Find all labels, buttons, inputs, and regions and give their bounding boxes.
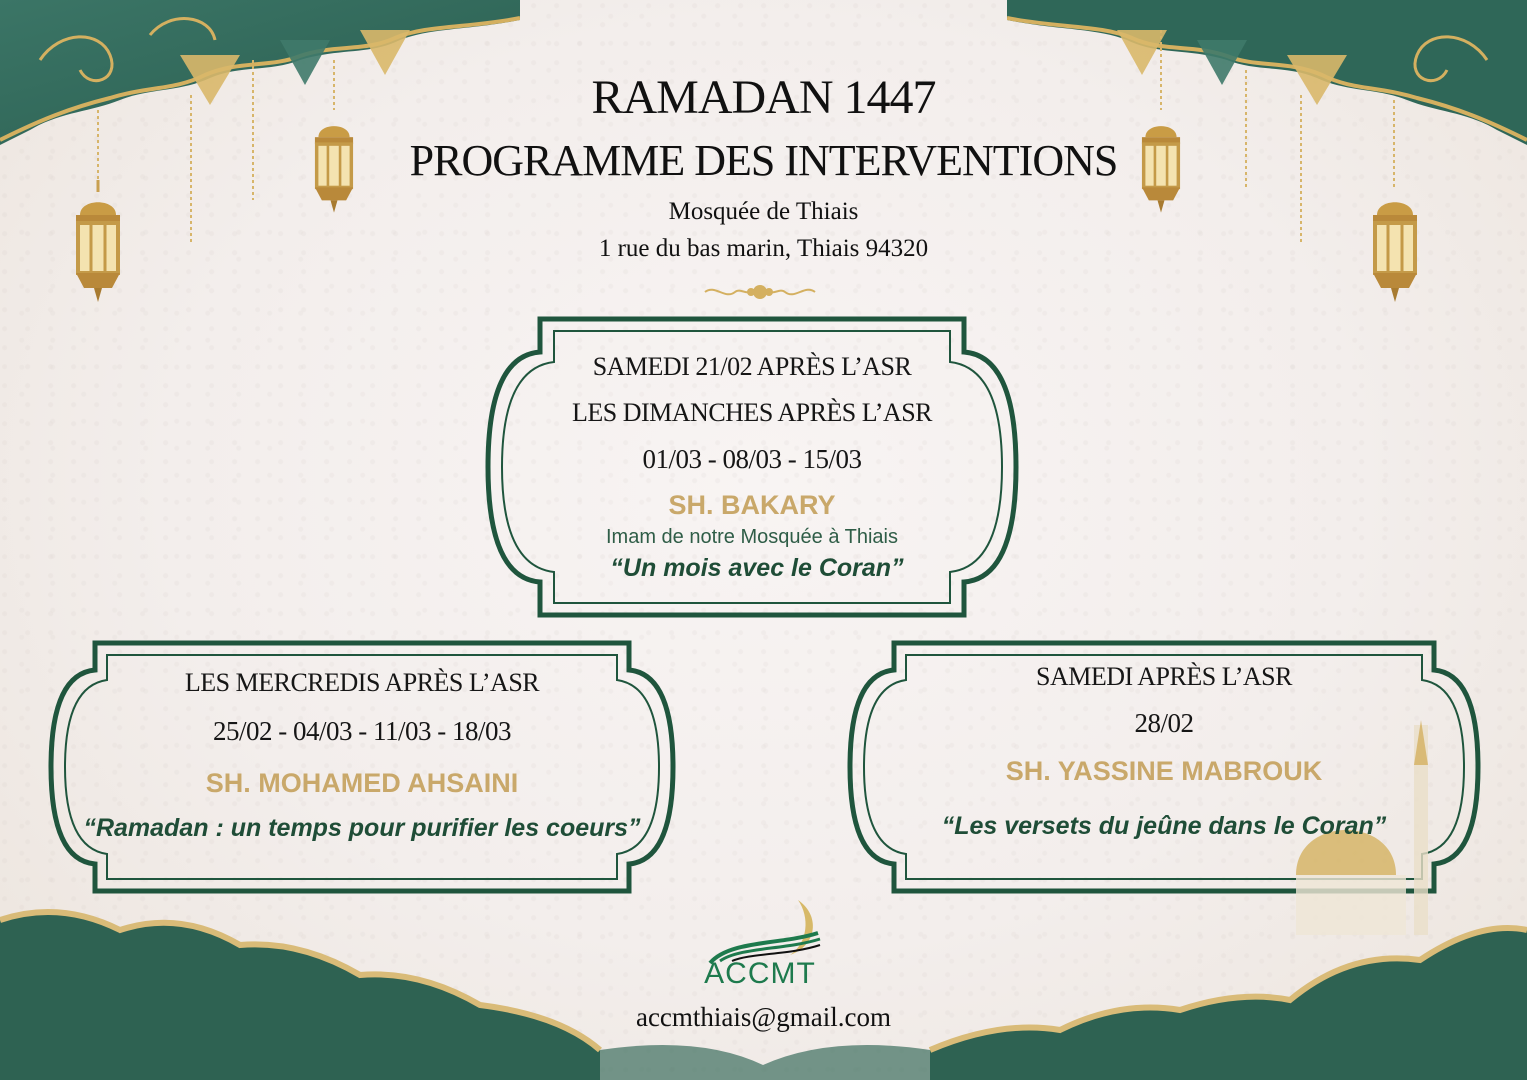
schedule-dates: 01/03 - 08/03 - 15/03 bbox=[642, 444, 862, 474]
talk-theme: “Les versets du jeûne dans le Coran” bbox=[941, 812, 1387, 840]
ornamental-divider-icon bbox=[210, 280, 1310, 304]
talk-theme: “Un mois avec le Coran” bbox=[610, 554, 904, 582]
program-card-bakary bbox=[484, 316, 1020, 618]
schedule-line: SAMEDI APRÈS L’ASR bbox=[1036, 662, 1292, 691]
schedule-line: LES DIMANCHES APRÈS L’ASR bbox=[571, 398, 932, 427]
accmt-logo bbox=[690, 895, 830, 1000]
program-card-mabrouk bbox=[846, 640, 1482, 894]
schedule-dates: 25/02 - 04/03 - 11/03 - 18/03 bbox=[213, 716, 511, 746]
program-card-ahsaini bbox=[47, 640, 677, 894]
venue-name: Mosquée de Thiais bbox=[668, 198, 859, 225]
speaker-name: SH. YASSINE MABROUK bbox=[1005, 756, 1323, 786]
talk-theme: “Ramadan : un temps pour purifier les coeurs” bbox=[83, 814, 641, 842]
speaker-name: SH. BAKARY bbox=[668, 490, 836, 520]
crescent-icon bbox=[690, 895, 830, 965]
schedule-line: LES MERCREDIS APRÈS L’ASR bbox=[184, 668, 540, 697]
venue-address: 1 rue du bas marin, Thiais 94320 bbox=[598, 235, 929, 262]
contact-email[interactable]: accmthiais@gmail.com bbox=[635, 1002, 892, 1032]
page-subtitle: PROGRAMME DES INTERVENTIONS bbox=[409, 136, 1118, 185]
speaker-role: Imam de notre Mosquée à Thiais bbox=[605, 526, 898, 548]
speaker-name: SH. MOHAMED AHSAINI bbox=[205, 768, 519, 798]
page-title: RAMADAN 1447 bbox=[591, 71, 936, 124]
schedule-line: SAMEDI 21/02 APRÈS L’ASR bbox=[592, 352, 912, 381]
schedule-dates: 28/02 bbox=[1134, 708, 1194, 738]
logo-text: ACCMT bbox=[704, 957, 816, 990]
